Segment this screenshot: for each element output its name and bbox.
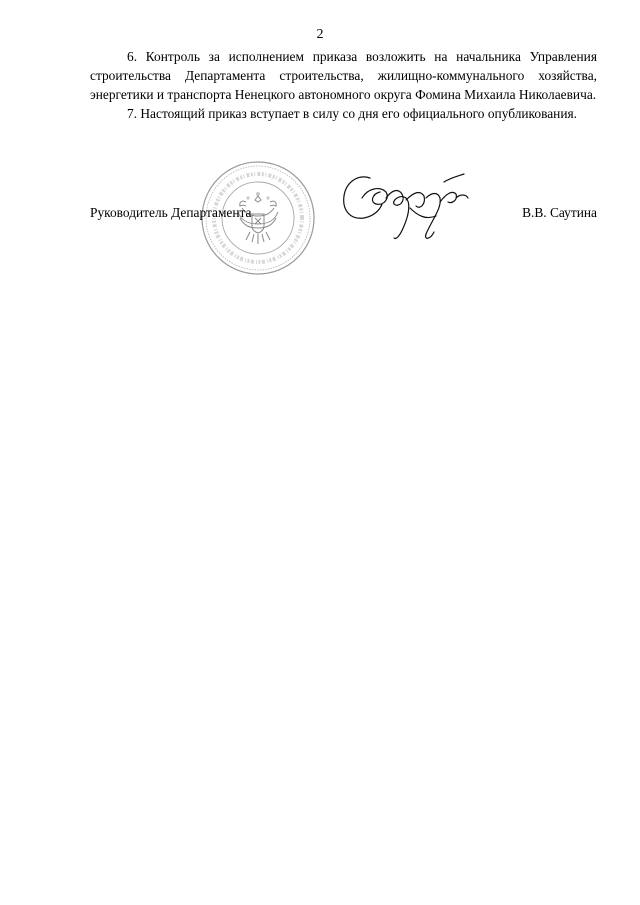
signatory-title: Руководитель Департамента: [90, 205, 252, 220]
paragraph-7: 7. Настоящий приказ вступает в силу со дня его официального опубликования.: [127, 106, 577, 121]
signatory-name: В.В. Саутина: [522, 205, 597, 220]
page-number: 2: [316, 27, 324, 42]
handwritten-signature-icon: [340, 168, 480, 246]
paragraph-6: 6. Контроль за исполнением приказа возложить на начальника Управления строительства Департамента строительства, жилищно-коммунального хозяйства, энергетики и транспорта Ненецкого автономного округа Фомина Михаила Николаевича.: [90, 49, 597, 102]
document-body: [90, 47, 597, 123]
